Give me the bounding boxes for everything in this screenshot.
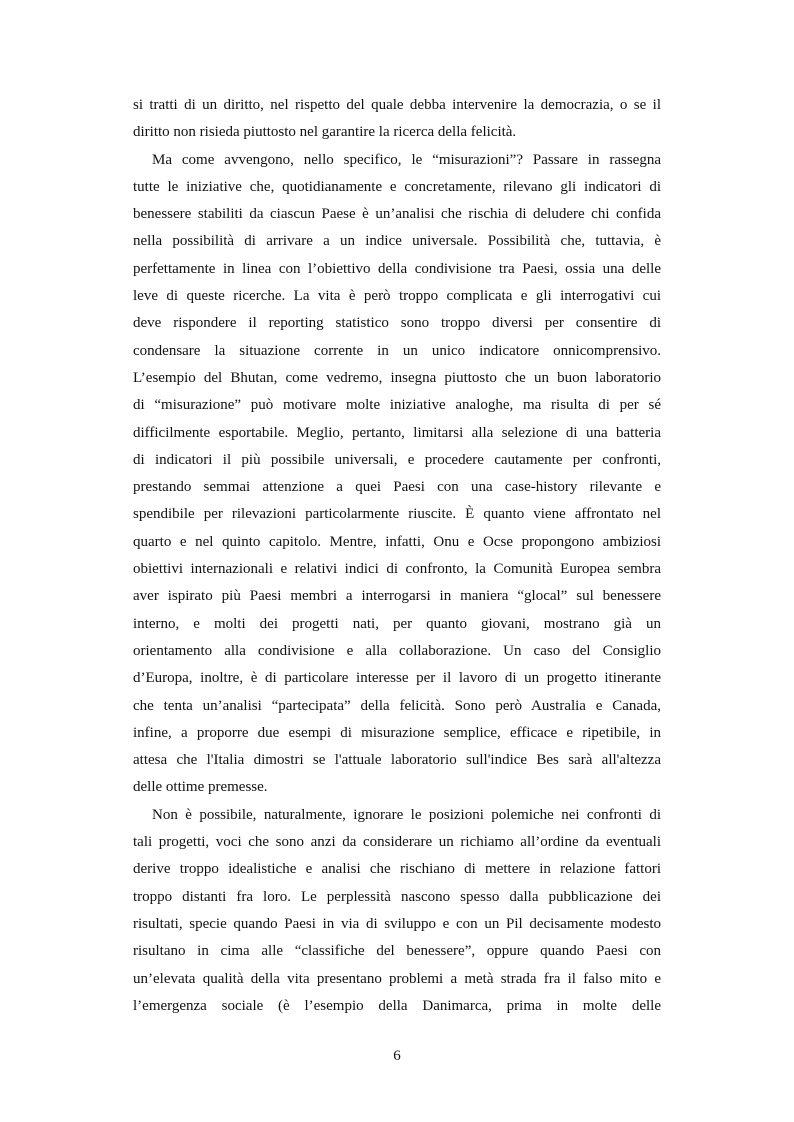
text-line: derive troppo idealistiche e analisi che rischiano di mettere in relazione fattori <box>133 861 661 878</box>
text-line: nella possibilità di arrivare a un indice universale. Possibilità che, tuttavia, è <box>133 233 661 250</box>
text-line: obiettivi internazionali e relativi indici di confronto, la Comunità Europea sembra <box>133 561 661 578</box>
text-line: attesa che l'Italia dimostri se l'attuale laboratorio sull'indice Bes sarà all'altezza <box>133 752 661 769</box>
text-line: risultati, specie quando Paesi in via di sviluppo e con un Pil decisamente modesto <box>133 915 661 932</box>
text-line: deve rispondere il reporting statistico sono troppo diversi per consentire di <box>133 315 661 332</box>
text-line: si tratti di un diritto, nel rispetto del quale debba intervenire la democrazia, o se il <box>133 97 661 113</box>
text-line: di indicatori il più possibile universali, e procedere cautamente per confronti, <box>133 451 661 468</box>
text-line: un’elevata qualità della vita presentano problemi a metà strada fra il falso mito e <box>133 970 661 987</box>
text-line: orientamento alla condivisione e alla collaborazione. Un caso del Consiglio <box>133 642 661 659</box>
page-number: 6 <box>393 1048 401 1064</box>
text-line: delle ottime premesse. <box>133 779 268 796</box>
text-line: d’Europa, inoltre, è di particolare interesse per il lavoro di un progetto itinerante <box>133 670 661 687</box>
text-line: condensare la situazione corrente in un unico indicatore onnicomprensivo. <box>133 342 661 359</box>
text-line: benessere stabiliti da ciascun Paese è un’analisi che rischia di deludere chi confida <box>133 206 661 223</box>
text-line: interno, e molti dei progetti nati, per quanto giovani, mostrano già un <box>133 615 661 632</box>
document-body <box>133 92 661 1020</box>
text-line: Non è possibile, naturalmente, ignorare le posizioni polemiche nei confronti di <box>152 806 661 823</box>
text-line: che tenta un’analisi “partecipata” della felicità. Sono però Australia e Canada, <box>133 697 661 714</box>
text-line: quarto e nel quinto capitolo. Mentre, infatti, Onu e Ocse propongono ambiziosi <box>133 533 661 550</box>
text-line: tutte le iniziative che, quotidianamente e concretamente, rilevano gli indicatori di <box>133 178 661 195</box>
text-line: leve di queste ricerche. La vita è però troppo complicata e gli interrogativi cui <box>133 288 661 305</box>
text-line: Ma come avvengono, nello specifico, le “misurazioni”? Passare in rassegna <box>152 151 661 168</box>
text-line: risultano in cima alle “classifiche del benessere”, oppure quando Paesi con <box>133 943 661 960</box>
text-line: diritto non risieda piuttosto nel garantire la ricerca della felicità. <box>133 124 517 141</box>
text-line: l’emergenza sociale (è l’esempio della Danimarca, prima in molte delle <box>133 997 661 1014</box>
text-line: perfettamente in linea con l’obiettivo della condivisione tra Paesi, ossia una delle <box>133 260 661 277</box>
text-line: prestando semmai attenzione a quei Paesi con una case-history rilevante e <box>133 479 661 496</box>
text-line: di “misurazione” può motivare molte iniziative analoghe, ma risulta di per sé <box>133 397 661 414</box>
text-line: infine, a proporre due esempi di misurazione semplice, efficace e ripetibile, in <box>133 724 661 741</box>
text-line: troppo distanti fra loro. Le perplessità nascono spesso dalla pubblicazione dei <box>133 888 661 905</box>
text-line: aver ispirato più Paesi membri a interrogarsi in maniera “glocal” sul benessere <box>133 588 661 605</box>
text-line: difficilmente esportabile. Meglio, pertanto, limitarsi alla selezione di una batteria <box>133 424 661 441</box>
text-line: tali progetti, voci che sono anzi da considerare un richiamo all’ordine da eventuali <box>133 834 661 851</box>
text-line: spendibile per rilevazioni particolarmente riuscite. È quanto viene affrontato nel <box>133 506 661 523</box>
text-line: L’esempio del Bhutan, come vedremo, insegna piuttosto che un buon laboratorio <box>133 369 661 386</box>
